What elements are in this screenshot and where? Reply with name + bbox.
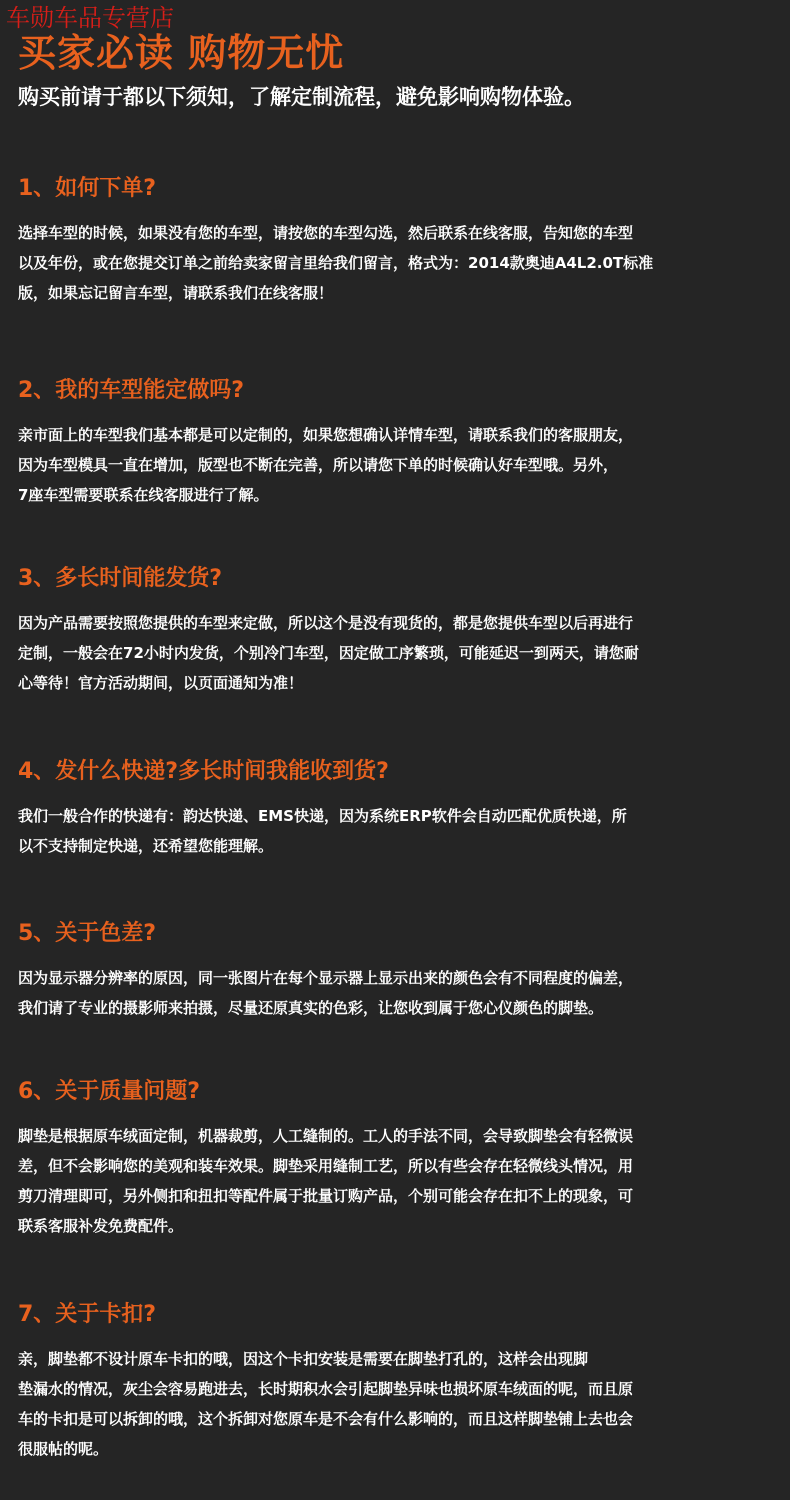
faq-section-order: [18, 174, 774, 308]
faq-section-color: [18, 919, 774, 1023]
section-heading: 2、我的车型能定做吗?: [18, 378, 245, 403]
faq-section-car-model: [18, 376, 774, 510]
shop-watermark: 车勋车品专营店: [6, 4, 174, 32]
faq-section-shipping-time: [18, 564, 774, 698]
body-line: 垫漏水的情况，灰尘会容易跑进去，长时期积水会引起脚垫异味也损坏原车绒面的呢，而且原: [18, 1380, 634, 1398]
section-body: [18, 1344, 774, 1464]
body-line: 7座车型需要联系在线客服进行了解。: [18, 486, 269, 504]
body-line: 因为车型模具一直在增加，版型也不断在完善，所以请您下单的时候确认好车型哦。另外，: [18, 456, 619, 474]
page-title: 买家必读 购物无忧: [18, 31, 345, 75]
body-line: 很服帖的呢。: [18, 1440, 109, 1458]
body-line: 因为显示器分辨率的原因，同一张图片在每个显示器上显示出来的颜色会有不同程度的偏差，: [18, 969, 634, 987]
body-line: 定制，一般会在72小时内发货，个别冷门车型，因定做工序繁琐，可能延迟一到两天，请您耐: [18, 644, 639, 662]
body-line: 亲，脚垫都不设计原车卡扣的哦，因这个卡扣安装是需要在脚垫打孔的，这样会出现脚: [18, 1350, 589, 1368]
body-line: 车的卡扣是可以拆卸的哦，这个拆卸对您原车是不会有什么影响的，而且这样脚垫铺上去也会: [18, 1410, 634, 1428]
section-body: [18, 420, 774, 510]
faq-section-quality: [18, 1077, 774, 1241]
body-line: 以及年份，或在您提交订单之前给卖家留言里给我们留言，格式为：2014款奥迪A4L2.0T标准: [18, 254, 654, 272]
section-body: [18, 801, 774, 861]
body-line: 我们请了专业的摄影师来拍摄，尽量还原真实的色彩，让您收到属于您心仪颜色的脚垫。: [18, 999, 604, 1017]
body-line: 版，如果忘记留言车型，请联系我们在线客服！: [18, 284, 334, 302]
body-line: 剪刀清理即可，另外侧扣和扭扣等配件属于批量订购产品，个别可能会存在扣不上的现象，可: [18, 1187, 634, 1205]
section-body: [18, 608, 774, 698]
body-line: 心等待！官方活动期间，以页面通知为准！: [18, 674, 304, 692]
section-heading: 1、如何下单?: [18, 176, 157, 201]
body-line: 联系客服补发免费配件。: [18, 1217, 184, 1235]
section-body: [18, 963, 774, 1023]
section-heading: 3、多长时间能发货?: [18, 566, 223, 591]
body-line: 以不支持制定快递，还希望您能理解。: [18, 837, 274, 855]
faq-section-courier: [18, 757, 774, 861]
section-heading: 4、发什么快递?多长时间我能收到货?: [18, 759, 389, 784]
body-line: 亲市面上的车型我们基本都是可以定制的，如果您想确认详情车型，请联系我们的客服朋友，: [18, 426, 634, 444]
section-heading: 5、关于色差?: [18, 921, 157, 946]
body-line: 选择车型的时候，如果没有您的车型，请按您的车型勾选，然后联系在线客服，告知您的车型: [18, 224, 634, 242]
body-line: 我们一般合作的快递有：韵达快递、EMS快递，因为系统ERP软件会自动匹配优质快递，所: [18, 807, 627, 825]
section-heading: 7、关于卡扣?: [18, 1302, 157, 1327]
faq-section-clips: [18, 1300, 774, 1464]
section-heading: 6、关于质量问题?: [18, 1079, 201, 1104]
body-line: 脚垫是根据原车绒面定制，机器裁剪，人工缝制的。工人的手法不同，会导致脚垫会有轻微误: [18, 1127, 634, 1145]
body-line: 差，但不会影响您的美观和装车效果。脚垫采用缝制工艺，所以有些会存在轻微线头情况，用: [18, 1157, 634, 1175]
intro-text: 购买前请于都以下须知，了解定制流程，避免影响购物体验。: [18, 85, 585, 109]
body-line: 因为产品需要按照您提供的车型来定做，所以这个是没有现货的，都是您提供车型以后再进行: [18, 614, 634, 632]
section-body: [18, 218, 774, 308]
section-body: [18, 1121, 774, 1241]
